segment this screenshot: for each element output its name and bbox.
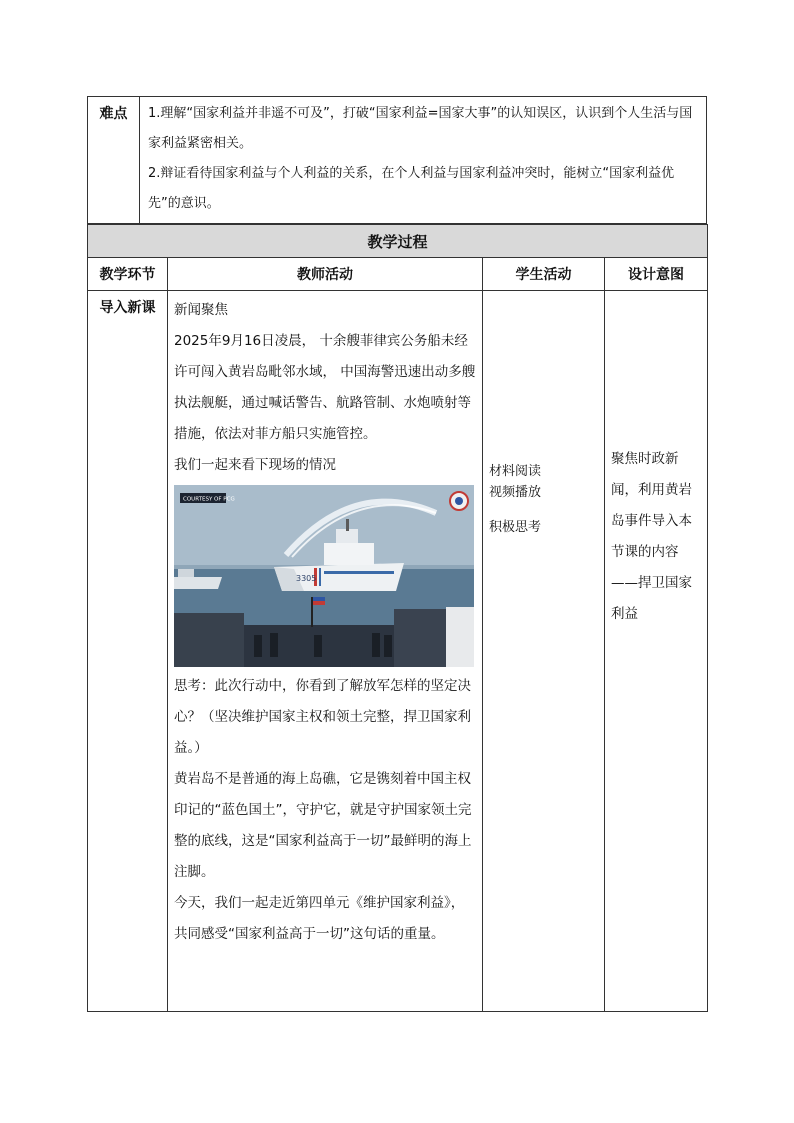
student-activity-2: 视频播放 (489, 485, 542, 500)
difficulty-label: 难点 (88, 97, 140, 224)
hull-number-text: 3305 (296, 574, 317, 583)
news-photo (174, 485, 474, 667)
student-activity-cell (483, 291, 605, 1012)
header-stage: 教学环节 (88, 258, 168, 291)
header-teacher: 教师活动 (168, 258, 483, 291)
stage-cell: 导入新课 (88, 291, 168, 1012)
teacher-video-intro: 我们一起来看下现场的情况 (174, 457, 336, 473)
design-intent-cell: 聚焦时政新闻，利用黄岩岛事件导入本节课的内容——捍卫国家利益 (605, 291, 708, 1012)
difficulty-content (140, 97, 707, 224)
difficulty-table (87, 96, 707, 224)
teaching-process-table (87, 224, 708, 1012)
difficulty-point-2: 2.辩证看待国家利益与个人利益的关系，在个人利益与国家利益冲突时，能树立“国家利益优先”的意识。 (148, 166, 675, 211)
photo-credit-text: COURTESY OF PCG (183, 496, 235, 503)
difficulty-point-1: 1.理解“国家利益并非遥不可及”，打破“国家利益=国家大事”的认知误区，认识到个人生活与国家利益紧密相关。 (148, 106, 693, 151)
lesson-plan-page (87, 96, 707, 1012)
student-activity-3: 积极思考 (489, 520, 542, 535)
teacher-activity-cell (168, 291, 483, 1012)
header-design: 设计意图 (605, 258, 708, 291)
student-activity-1: 材料阅读 (489, 464, 542, 479)
teacher-news-body: 2025年9月16日凌晨， 十余艘菲律宾公务船未经许可闯入黄岩岛毗邻水域， 中国海警迅速出动多艘执法舰艇，通过喊话警告、航路管制、水炮喷射等措施，依法对菲方船只实施管控。 (174, 333, 476, 442)
teacher-news-heading: 新闻聚焦 (174, 302, 228, 318)
teacher-unit-intro: 今天，我们一起走近第四单元《维护国家利益》，共同感受“国家利益高于一切”这句话的重量。 (174, 895, 465, 942)
process-title: 教学过程 (88, 225, 708, 258)
header-student: 学生活动 (483, 258, 605, 291)
teacher-question: 思考：此次行动中，你看到了解放军怎样的坚定决心？（坚决维护国家主权和领土完整，捍卫国家利益。） (174, 678, 471, 756)
teacher-explanation: 黄岩岛不是普通的海上岛礁，它是镌刻着中国主权印记的“蓝色国土”，守护它，就是守护国家领土完整的底线，这是“国家利益高于一切”最鲜明的海上注脚。 (174, 771, 472, 880)
ship-scene-svg (174, 485, 474, 667)
